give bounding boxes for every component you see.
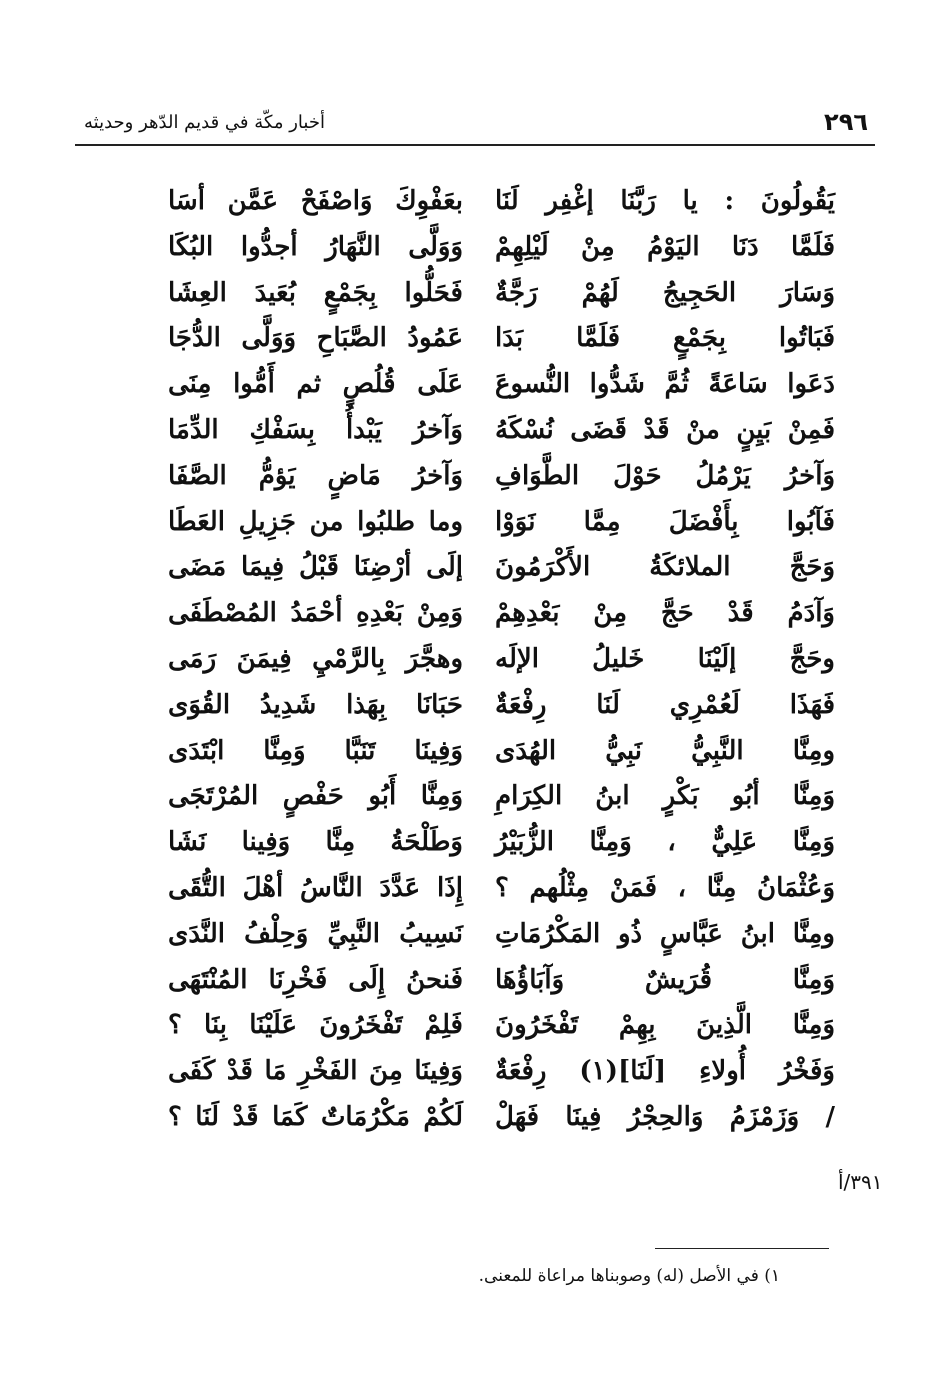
poem-verses (120, 180, 835, 1142)
verse-first-hemistich: فَهَذَا لَعُمْرِي لَنَا رِفْعَةٌ (495, 689, 835, 720)
verse-second-hemistich: وَآخرُ مَاضٍ يَؤمُّ الصَّفَا (168, 460, 463, 491)
verse-line (120, 409, 835, 455)
verse-second-hemistich: نَسِيبُ النَّبِيِّ وَحِلْفُ النَّدَى (168, 918, 463, 949)
verse-line (120, 363, 835, 409)
verse-line (120, 1004, 835, 1050)
verse-second-hemistich: وَمِنَّا أَبُو حَفْصٍ المُرْتَجَى (168, 781, 463, 812)
verse-first-hemistich: وَفَخْرُ أُولاءِ [لَنَا](١) رِفْعَةٌ (495, 1056, 835, 1087)
verse-first-hemistich: وَمِنَّا الَّذِينَ بِهِمْ تَفْخَرُونَ (495, 1010, 835, 1041)
verse-second-hemistich: فَنحنُ إِلَى فَخْرِنَا المُنْتَهَى (168, 964, 463, 995)
verse-second-hemistich: إِذَا عَدَّدَ النَّاسُ أهْلَ التُّقَى (168, 872, 463, 903)
verse-second-hemistich: لَكُمْ مَكْرُمَاتٌ كَمَا قَدْ لَنَا ؟ (168, 1101, 463, 1132)
verse-line (120, 730, 835, 776)
verse-first-hemistich: وَآخرُ يَرْمُلُ حَوْلَ الطَّوَافِ (495, 460, 835, 491)
verse-first-hemistich: وَمِنَّا قُرَيشٌ وَآبَاؤُهَا (495, 964, 835, 995)
verse-first-hemistich: وحَجَّ إلَيْنَا خَليلُ الإلَه (495, 643, 835, 674)
verse-second-hemistich: وَوَلَّى النَّهَارُ أجدُّوا البُكَا (168, 231, 463, 262)
verse-line (120, 638, 835, 684)
verse-second-hemistich: فَحَلُّوا بِجَمْعٍ بُعَيدَ العِشَا (168, 277, 463, 308)
verse-second-hemistich: بعَفْوِكَ وَاصْفَحْ عَمَّن أسَا (168, 186, 463, 216)
verse-line (120, 684, 835, 730)
verse-first-hemistich: ومِنَّا ابنُ عَبَّاسٍ ذُو المَكْرُمَاتِ (495, 918, 835, 949)
verse-first-hemistich: وَحَجَّ الملائكَةُ الأَكْرَمُونَ (495, 552, 835, 583)
verse-first-hemistich: دَعَوا سَاعَةً ثُمَّ شَدُّوا النُّسوعَ (495, 369, 835, 400)
verse-first-hemistich: / وَزَمْزَمُ وَالحِجْرُ فِينَا فَهَلْ (495, 1101, 835, 1132)
verse-line (120, 1096, 835, 1142)
verse-first-hemistich: وَمِنَّا أبُو بَكْرٍ ابنُ الكِرَامِ (495, 781, 835, 812)
footnote-rule (655, 1248, 829, 1249)
verse-line (120, 546, 835, 592)
verse-second-hemistich: وَفِينَا تَنَبَّا وَمِنَّا ابْتَدَى (168, 735, 463, 766)
manuscript-folio-note: ٣٩١/أ (838, 1170, 883, 1194)
verse-line (120, 455, 835, 501)
verse-first-hemistich: يَقُولُونَ : يا رَبَّنَا إغْفِر لَنَا (495, 186, 835, 216)
verse-second-hemistich: عَمُودُ الصَّبَاحِ وَوَلَّى الدُّجَا (168, 323, 463, 354)
verse-line (120, 775, 835, 821)
verse-line (120, 226, 835, 272)
verse-line (120, 272, 835, 318)
verse-line (120, 867, 835, 913)
verse-line (120, 592, 835, 638)
header-rule (75, 144, 875, 146)
verse-first-hemistich: وَعُثْمَانُ مِنَّا ، فَمَنْ مِثْلُهم ؟ (495, 872, 835, 903)
verse-line (120, 317, 835, 363)
verse-second-hemistich: إلَى أرْضِنَا قَبْلُ فِيمَا مَضَى (168, 552, 463, 583)
verse-second-hemistich: فَلِمْ تَفْخَرُونَ عَلَيْنَا بِنَا ؟ (168, 1010, 463, 1041)
verse-second-hemistich: وَآخرُ يَبْدأُ بِسَفْكِ الدِّمَا (168, 414, 463, 445)
footnote: ١) في الأصل (له) وصوبناها مراعاة للمعنى. (478, 1266, 780, 1286)
verse-first-hemistich: فَلَمَّا دَنَا اليَوْمُ مِنْ لَيْلِهِمْ (495, 231, 835, 262)
verse-first-hemistich: وَآدَمُ قَدْ حَجَّ مِنْ بَعْدِهِمْ (495, 598, 835, 629)
verse-second-hemistich: وما طلبُوا من جَزِيلِ العَطَا (168, 506, 463, 537)
verse-second-hemistich: عَلَى قُلُصٍ ثم أَمُّوا مِنَى (168, 369, 463, 400)
running-title: أخبار مكّة في قديم الدّهر وحديثه (84, 112, 325, 133)
verse-line (120, 180, 835, 226)
verse-line (120, 501, 835, 547)
verse-line (120, 959, 835, 1005)
verse-second-hemistich: حَبَانَا بِهَذا شَدِيدُ القُوَى (168, 689, 463, 720)
verse-line (120, 913, 835, 959)
verse-first-hemistich: وَمِنَّا عَلِيٌّ ، وَمِنَّا الزُّبَيْرُ (495, 827, 835, 858)
verse-second-hemistich: وَمِنْ بَعْدِهِ أحْمَدُ المُصْطَفَى (168, 598, 463, 629)
verse-line (120, 821, 835, 867)
verse-second-hemistich: وَطَلْحَةُ مِنَّا وَفِينا نَشَا (168, 827, 463, 858)
verse-first-hemistich: ومِنَّا النَّبِيُّ نَبِيُّ الهُدَى (495, 735, 835, 766)
verse-line (120, 1050, 835, 1096)
verse-first-hemistich: فَمِنْ بَيِنٍ منْ قَدْ قَضَى نُسْكَهُ (495, 414, 835, 445)
verse-second-hemistich: وَفِينَا مِنَ الفَخْرِ مَا قَدْ كَفَى (168, 1056, 463, 1087)
verse-first-hemistich: فَبَاتُوا بِجَمْعٍ فَلَمَّا بَدَا (495, 323, 835, 354)
running-head (70, 104, 880, 144)
page-number: ٢٩٦ (824, 108, 868, 136)
verse-first-hemistich: وَسَارَ الحَجِيجُ لَهُمْ رَجَّةٌ (495, 277, 835, 308)
verse-first-hemistich: فَآبُوا بِأَفْضَلَ مِمَّا نَوَوْا (495, 506, 835, 537)
verse-second-hemistich: وهجَّرَ بِالرَّمْيِ فِيمَنَ رَمَى (168, 643, 463, 674)
